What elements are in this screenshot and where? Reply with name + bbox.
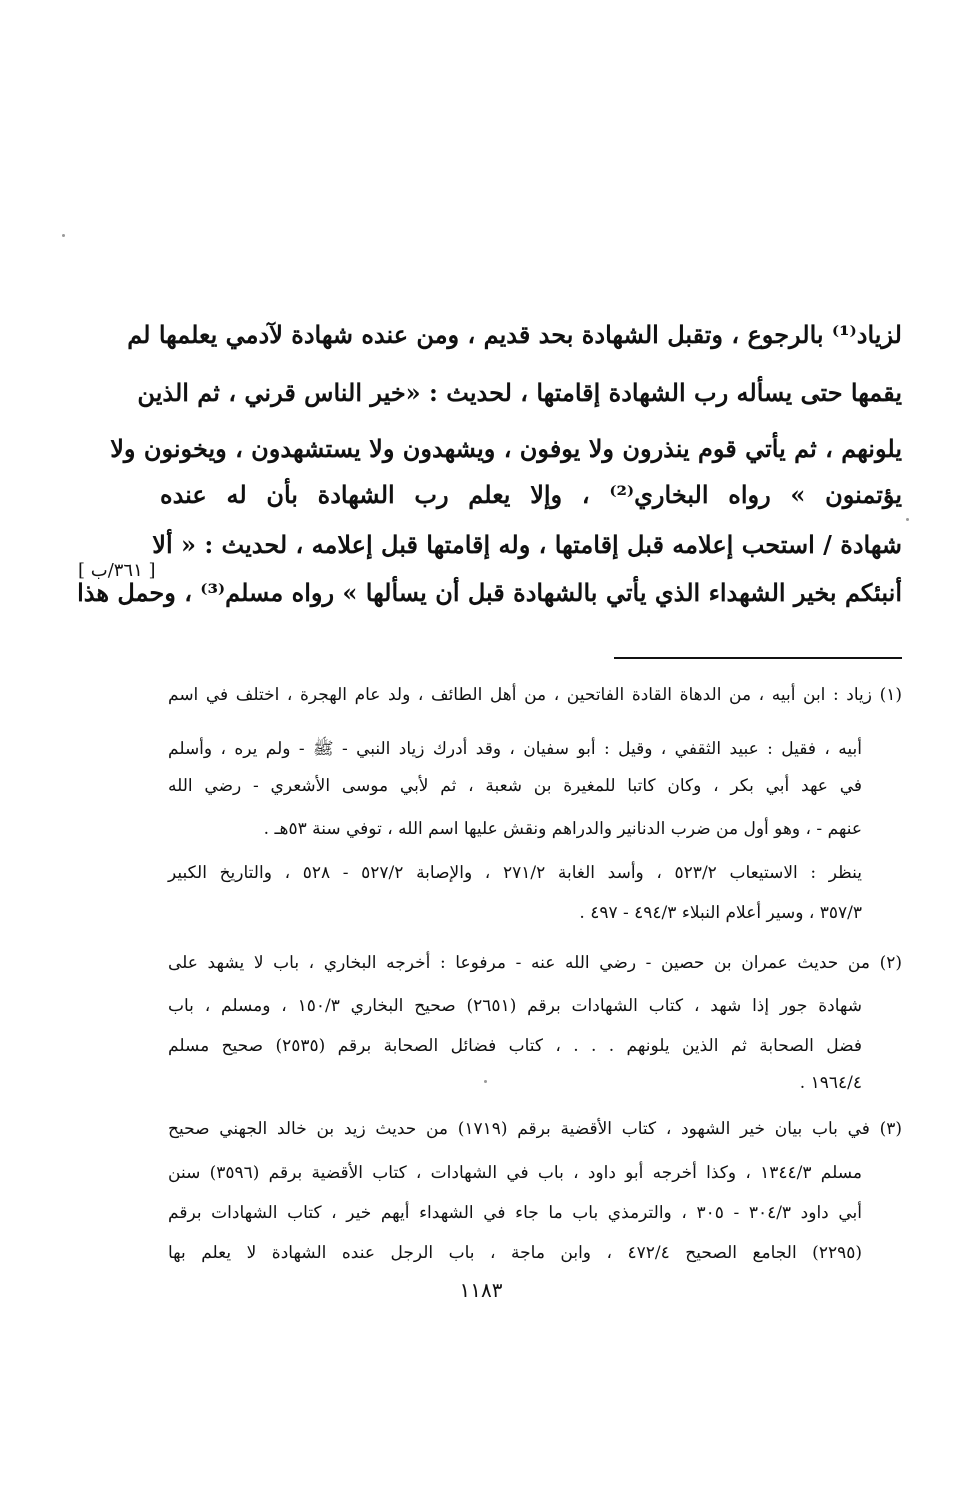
footnote-3-line-1: (٣) في باب بيان خير الشهود ، كتاب الأقضية برقم (١٧١٩) من حديث زيد بن خالد الجهني صحيح (168, 1119, 903, 1139)
main-text-line-1: لزياد⁽¹⁾ بالرجوع ، وتقبل الشهادة بحد قديم ، ومن عنده شهادة لآدمي يعلمها لم (127, 320, 902, 349)
footnote-1-line-6: ٣٥٧/٣ ، وسير أعلام النبلاء ٤٩٤/٣ - ٤٩٧ . (579, 903, 862, 923)
footnote-1-line-4: عنهم - ، وهو أول من ضرب الدنانير والدراهم ونقش عليها اسم الله ، توفي سنة ٥٣هـ . (263, 819, 862, 839)
footnote-3-line-2: مسلم ١٣٤٤/٣ ، وكذا أخرجه أبو داود ، باب في الشهادات ، كتاب الأقضية برقم (٣٥٩٦) سنن (168, 1163, 862, 1183)
page-number: ١١٨٣ (459, 1278, 503, 1302)
footnote-2-line-2: شهادة جور إذا شهد ، كتاب الشهادات برقم (٢٦٥١) صحيح البخاري ١٥٠/٣ ، ومسلم ، باب (168, 996, 862, 1016)
footnote-3-line-3: أبي داود ٣٠٤/٣ - ٣٠٥ ، والترمذي باب ما جاء في الشهداء أيهم خير ، كتاب الشهادات برقم (168, 1203, 862, 1223)
main-text-line-6: أنبئكم بخير الشهداء الذي يأتي بالشهادة قبل أن يسألها » رواه مسلم⁽³⁾ ، وحمل هذا (77, 578, 902, 607)
footnote-2-line-3: فضل الصحابة ثم الذين يلونهم . . . ، كتاب فضائل الصحابة برقم (٢٥٣٥) صحيح مسلم (168, 1036, 862, 1056)
scan-speck (484, 1080, 487, 1083)
scan-speck (906, 518, 909, 521)
main-text-line-5: شهادة / استحب إعلامه قبل إقامتها ، وله إقامتها قبل إعلامه ، لحديث : « ألا (152, 530, 902, 559)
footnote-1-line-1: (١) زياد : ابن أبيه ، من الدهاة القادة الفاتحين ، من أهل الطائف ، ولد عام الهجرة ، اختلف في اسم (168, 685, 902, 705)
main-text-line-4: يؤتمنون » رواه البخاري⁽²⁾ ، وإلا يعلم رب الشهادة بأن له عنده (160, 480, 902, 509)
footnote-1-line-5: ينظر : الاستيعاب ٥٢٣/٢ ، وأسد الغابة ٢٧١/٢ ، والإصابة ٥٢٧/٢ - ٥٢٨ ، والتاريخ الكبير (168, 863, 862, 883)
footnote-separator (614, 657, 902, 659)
main-text-line-3: يلونهم ، ثم يأتي قوم ينذرون ولا يوفون ، ويشهدون ولا يستشهدون ، ويخونون ولا (110, 434, 902, 463)
scan-speck (62, 234, 65, 237)
footnote-1-line-3: في عهد أبي بكر ، وكان كاتبا للمغيرة بن شعبة ، ثم لأبي موسى الأشعري - رضي الله (168, 776, 862, 796)
footnote-2-line-4: ١٩٦٤/٤ . (799, 1073, 862, 1093)
main-text-line-2: يقمها حتى يسأله رب الشهادة إقامتها ، لحديث : «خير الناس قرني ، ثم الذين (137, 378, 902, 407)
manuscript-folio-marker: [ ٣٦١/ب ] (78, 560, 156, 581)
footnote-1-line-2: أبيه ، فقيل : عبيد الثقفي ، وقيل : أبو سفيان ، وقد أدرك زياد النبي - ﷺ - ولم يره ، وأسلم (168, 739, 862, 759)
footnote-2-line-1: (٢) من حديث عمران بن حصين - رضي الله عنه - مرفوعا : أخرجه البخاري ، باب لا يشهد على (168, 953, 902, 973)
footnote-3-line-4: (٢٢٩٥) الجامع الصحيح ٤٧٢/٤ ، وابن ماجة ، باب الرجل عنده الشهادة لا يعلم بها (168, 1243, 862, 1263)
